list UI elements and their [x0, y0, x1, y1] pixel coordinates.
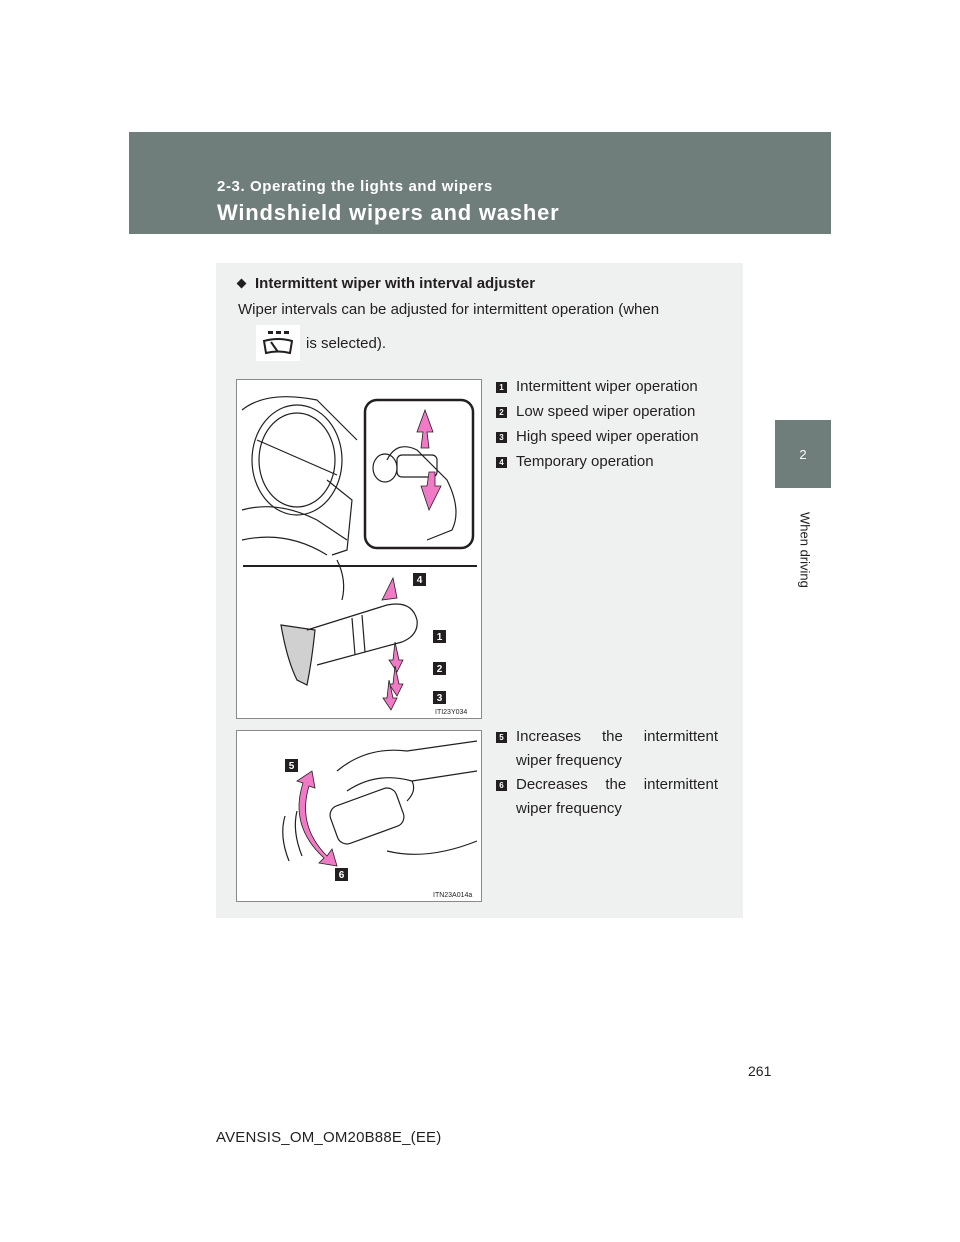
page-title: Windshield wipers and washer — [217, 200, 560, 225]
figure1-code: ITI23Y034 — [435, 709, 468, 716]
legend-item — [496, 725, 718, 773]
legend-frequency — [496, 725, 718, 821]
inset-frame — [365, 400, 473, 548]
callout-4: 4 — [416, 575, 423, 586]
intermittent-wiper-icon — [256, 325, 300, 361]
legend-badge: 5 — [496, 732, 507, 743]
legend-badge: 6 — [496, 780, 507, 791]
page-header — [129, 132, 831, 234]
callout-1: 1 — [436, 632, 443, 643]
page-number: 261 — [748, 1063, 772, 1079]
sub-heading-text: Intermittent wiper with interval adjuster — [255, 275, 536, 292]
callout-3: 3 — [436, 693, 443, 704]
legend-badge: 4 — [496, 457, 507, 468]
description-text: Wiper intervals can be adjusted for intermittent operation (when — [238, 301, 660, 318]
figure1-callouts — [413, 573, 446, 704]
legend-item — [496, 773, 718, 821]
legend-badge: 1 — [496, 382, 507, 393]
document-code: AVENSIS_OM_OM20B88E_(EE) — [216, 1129, 442, 1146]
chapter-label-area — [740, 495, 866, 605]
legend-operations — [496, 375, 718, 475]
description-continued: is selected). — [306, 335, 387, 352]
dashboard-illustration — [242, 397, 357, 600]
legend-text-line1: Increases the intermittent — [516, 728, 718, 745]
legend-badge: 3 — [496, 432, 507, 443]
legend-text-line1: Decreases the intermittent — [516, 776, 718, 793]
section-title: 2-3. Operating the lights and wipers — [217, 178, 493, 195]
callout-2: 2 — [436, 664, 443, 675]
wiper-lever-figure — [236, 379, 482, 719]
callout-5: 5 — [288, 761, 295, 772]
legend-item — [496, 450, 718, 474]
legend-badge: 2 — [496, 407, 507, 418]
legend-text: Low speed wiper operation — [516, 403, 696, 420]
chapter-number: 2 — [799, 446, 807, 462]
legend-item — [496, 400, 718, 424]
figure2-callouts — [285, 759, 348, 881]
chapter-label: When driving — [797, 512, 813, 588]
info-panel — [216, 263, 743, 918]
legend-text-line2: wiper frequency — [516, 752, 622, 769]
chapter-tab[interactable] — [775, 420, 831, 488]
callout-6: 6 — [338, 870, 345, 881]
legend-text: Temporary operation — [516, 453, 654, 470]
legend-item — [496, 375, 718, 399]
legend-text-line2: wiper frequency — [516, 800, 622, 817]
figure2-code: ITN23A014a — [433, 892, 473, 899]
legend-text: Intermittent wiper operation — [516, 378, 698, 395]
interval-adjuster-figure — [236, 730, 482, 902]
legend-text: High speed wiper operation — [516, 428, 699, 445]
diamond-bullet-icon — [237, 279, 247, 289]
legend-item — [496, 425, 718, 449]
sub-heading — [238, 275, 535, 292]
